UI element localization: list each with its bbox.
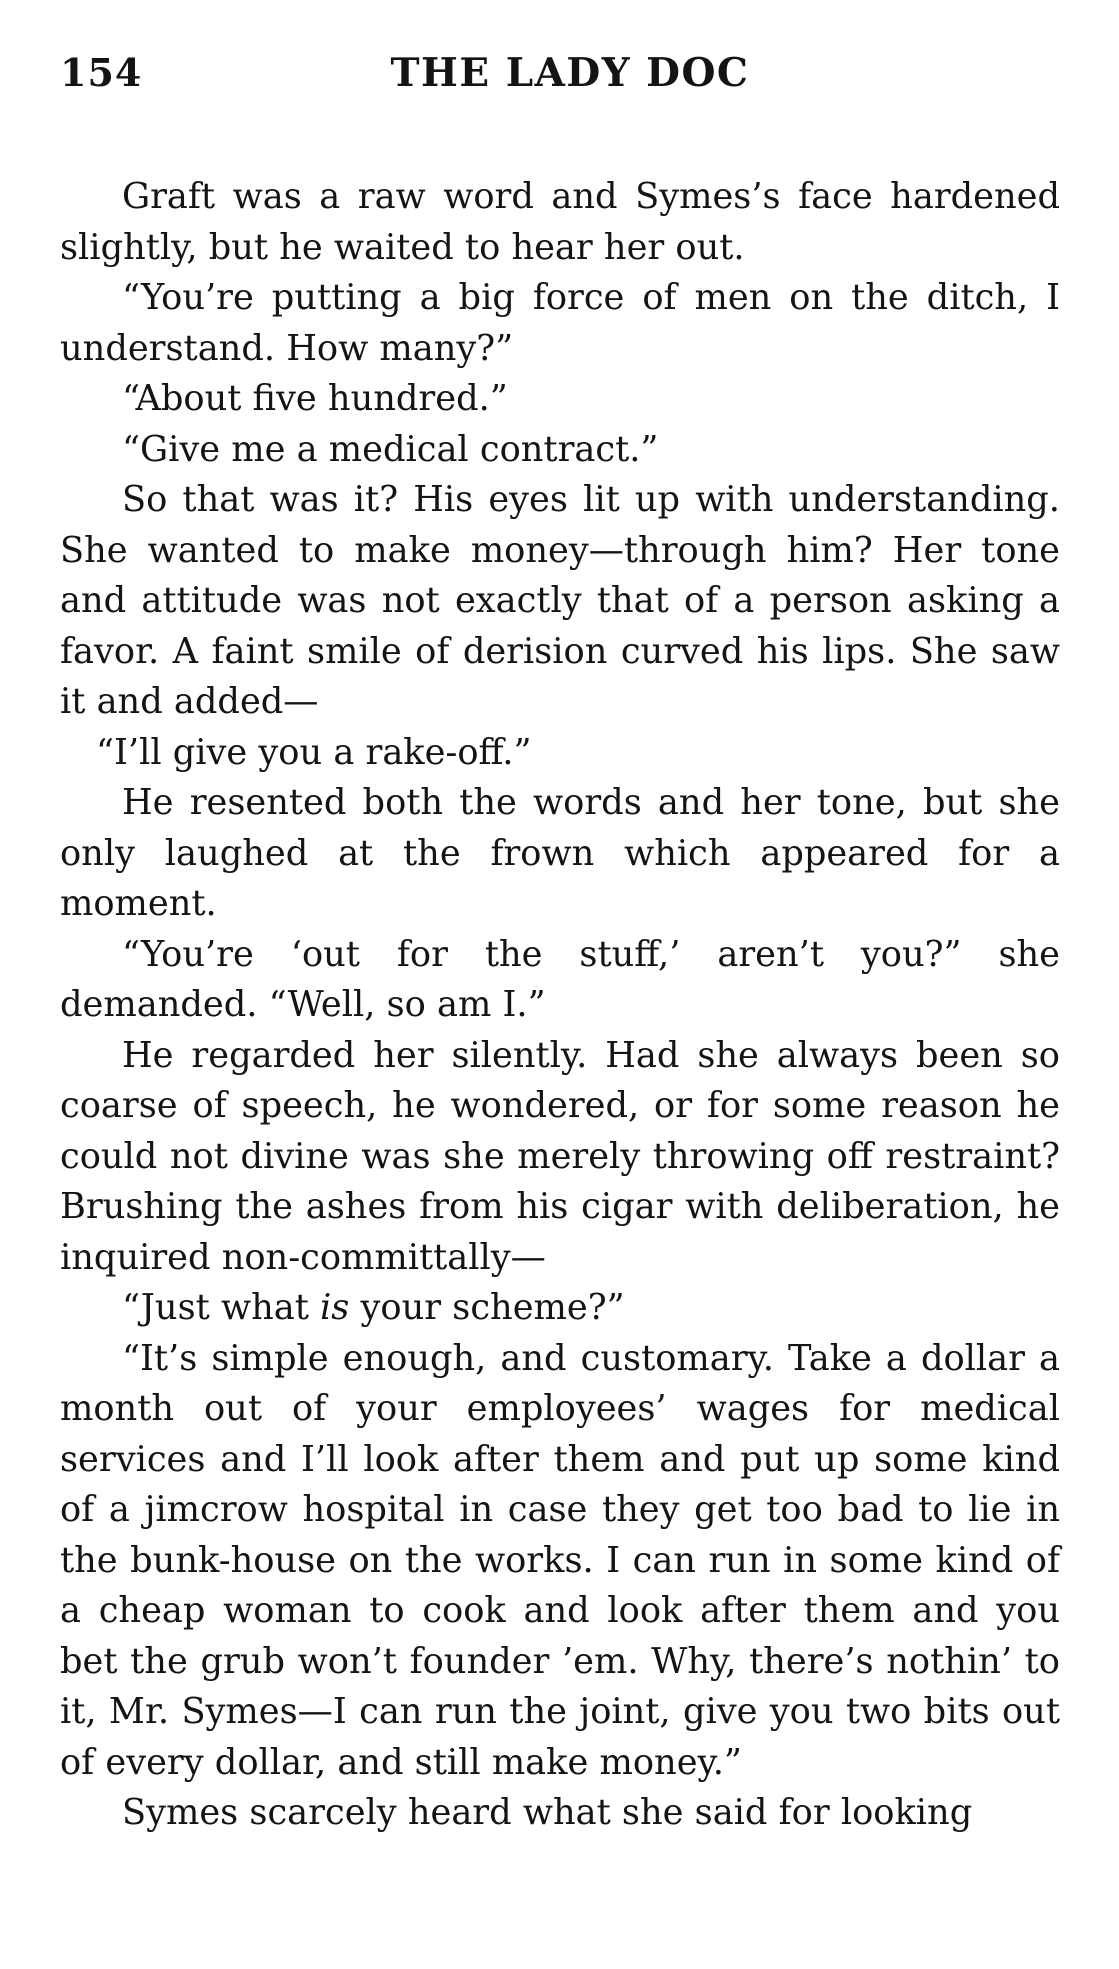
emphasized-word: is bbox=[320, 1287, 350, 1328]
paragraph: Symes scarcely heard what she said for looking bbox=[122, 1792, 973, 1833]
paragraph: “It’s simple enough, and customary. Take a dollar a month out of your employees’ wages for medical services and I’ll look after them and put up some kind of a jimcrow hospital in case they get too bad to lie in the bunk-house on the works. I can run in some kind of a cheap woman to cook and look after them and you bet the grub won’t founder ’em. Why, there’s nothin’ to it, Mr. Symes—I can run the joint, give you two bits out of every dollar, and still make money.” bbox=[60, 1337, 1060, 1783]
paragraph: “Give me a medical contract.” bbox=[122, 428, 659, 470]
paragraph: Graft was a raw word and Symes’s face hardened slightly, but he waited to hear her out. bbox=[60, 176, 1060, 268]
book-page bbox=[60, 50, 1060, 1930]
running-title: THE LADY DOC bbox=[390, 50, 750, 96]
paragraph: So that was it? His eyes lit up with understanding. She wanted to make money—through him? Her tone and attitude was not exactly that of a person asking a favor. A faint smile of derision curved his lips. She saw it and added— bbox=[60, 479, 1060, 722]
quote-text: “Just what bbox=[122, 1287, 321, 1328]
paragraph: “About five hundred.” bbox=[122, 378, 508, 419]
paragraph: “You’re ‘out for the stuff,’ aren’t you?” she demanded. “Well, so am I.” bbox=[60, 933, 1060, 1025]
page-header bbox=[60, 50, 1060, 110]
page-number: 154 bbox=[60, 50, 143, 95]
paragraph bbox=[60, 1283, 1060, 1334]
paragraph: He regarded her silently. Had she always been so coarse of speech, he wondered, or for some reason he could not divine was she merely throwing off restraint? Brushing the ashes from his cigar with deliberation, he inquired non-committally— bbox=[60, 1034, 1060, 1278]
paragraph: “You’re putting a big force of men on the ditch, I understand. How many?” bbox=[60, 277, 1060, 369]
paragraph: He resented both the words and her tone, but she only laughed at the frown which appeared for a moment. bbox=[60, 782, 1060, 924]
quote-text: your scheme?” bbox=[349, 1287, 625, 1328]
paragraph: “I’ll give you a rake-off.” bbox=[96, 731, 532, 773]
body-text bbox=[60, 172, 1060, 1839]
